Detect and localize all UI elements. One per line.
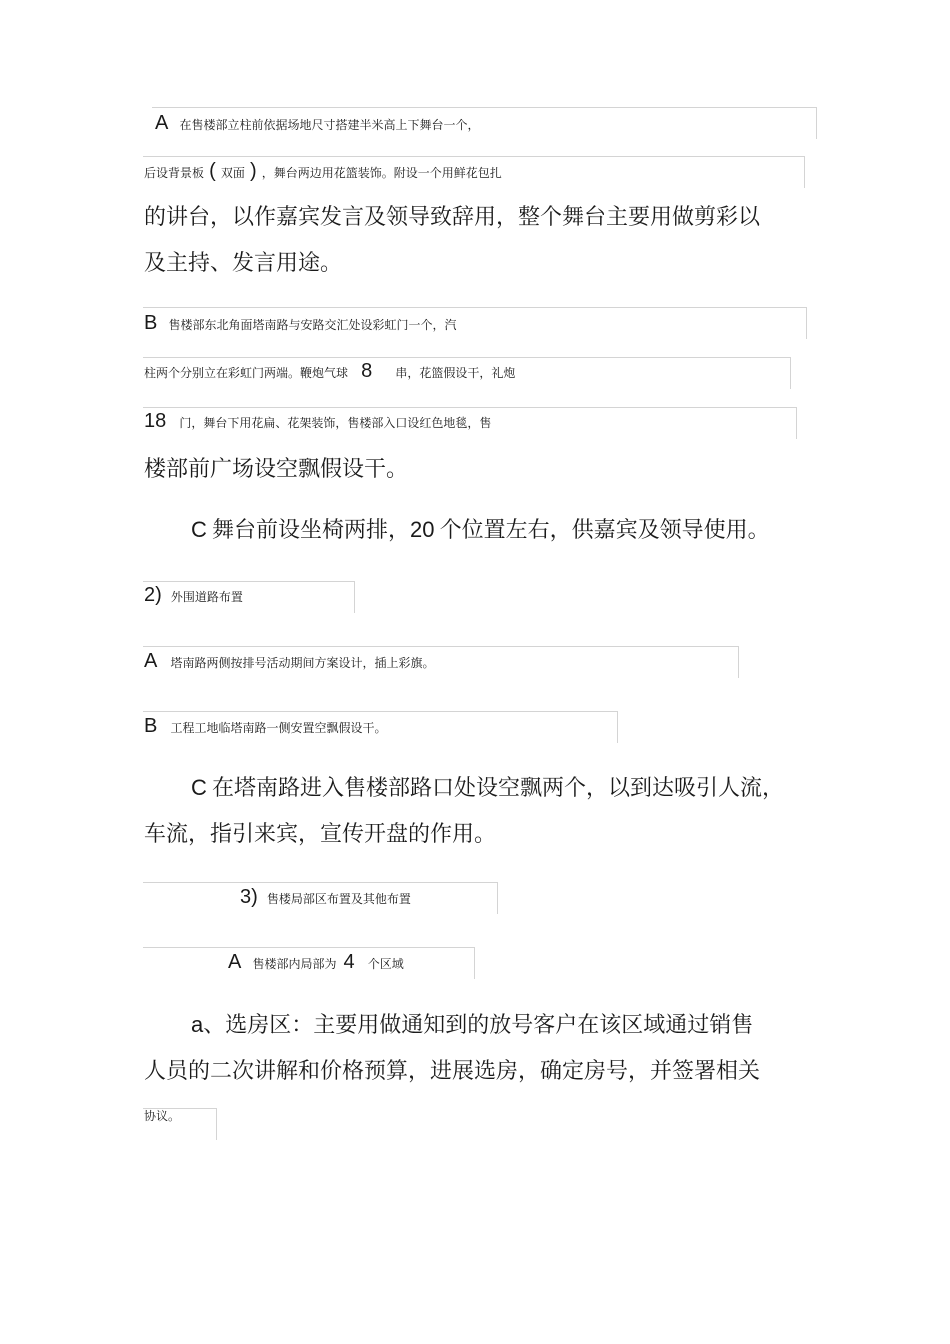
subitem-a-line-3: 协议。 [144, 1109, 181, 1123]
body-text: 个位置左右，供嘉宾及领导使用。 [439, 518, 770, 543]
body-text: 工程工地临塔南路一侧安置空飘假设干。 [170, 721, 387, 735]
heading-text: 外围道路布置 [170, 590, 243, 604]
body-text: 在塔南路进入售楼部路口处设空飘两个，以到达吸引人流， [211, 776, 784, 801]
subitem-a-line-2: 人员的二次讲解和价格预算，进展选房，确定房号，并签署相关 [144, 1059, 761, 1084]
section-2-heading [144, 584, 243, 607]
paren-close: ) [249, 160, 257, 182]
heading-text: 售楼局部区布置及其他布置 [266, 892, 411, 906]
body-text: 串，花篮假设干，礼炮 [395, 366, 516, 380]
number: 20 [410, 517, 435, 542]
heading-number: 3) [240, 886, 258, 908]
section-3-heading [240, 886, 411, 909]
item-marker: A [228, 951, 242, 973]
item-marker: C [191, 517, 207, 542]
body-text: 塔南路两侧按排号活动期间方案设计，插上彩旗。 [170, 656, 435, 670]
item-a-line-1 [155, 112, 479, 135]
body-text: 个区域 [367, 957, 404, 971]
item-marker: a [191, 1012, 204, 1037]
body-text: 售楼部内局部为 [252, 957, 337, 971]
body-text: 在售楼部立柱前依据场地尺寸搭建半米高上下舞台一个， [179, 118, 480, 132]
item-b-line-1 [144, 312, 456, 335]
item-b-line-2 [144, 360, 515, 383]
item-marker: C [191, 775, 207, 800]
body-text: 门，舞台下用花扁、花架装饰，售楼部入口设红色地毯，售 [179, 416, 492, 430]
section-2-item-b [144, 715, 386, 738]
body-text: 后设背景板 [144, 166, 205, 180]
body-text: 舞台前设坐椅两排， [211, 518, 410, 543]
body-text: 双面 [220, 166, 245, 180]
item-a-line-4: 及主持、发言用途。 [144, 251, 343, 276]
section-3-item-a [228, 951, 404, 974]
heading-number: 2) [144, 584, 162, 606]
item-a-line-3: 的讲台，以作嘉宾发言及领导致辞用，整个舞台主要用做剪彩以 [144, 205, 761, 230]
paren-open: ( [209, 160, 216, 182]
item-marker: A [144, 650, 158, 672]
section-2-item-c-line-1 [191, 771, 784, 802]
body-text: 柱两个分别立在彩虹门两端。鞭炮气球 [144, 366, 349, 380]
body-text: 售楼部东北角面塔南路与安路交汇处设彩虹门一个，汽 [168, 318, 457, 332]
section-2-item-a [144, 650, 434, 673]
item-c-line [191, 513, 770, 544]
number: 8 [361, 360, 373, 382]
number: 18 [144, 410, 167, 432]
number: 4 [343, 951, 355, 973]
item-marker: B [144, 715, 158, 737]
section-2-item-c-line-2: 车流，指引来宾，宣传开盘的作用。 [144, 822, 497, 847]
body-text: 、选房区：主要用做通知到的放号客户在该区域通过销售 [203, 1013, 754, 1038]
subitem-a-line-1 [191, 1008, 753, 1039]
item-a-line-2 [144, 160, 502, 183]
body-text: ，舞台两边用花篮装饰。附设一个用鲜花包扎 [261, 166, 502, 180]
item-marker: A [155, 112, 169, 134]
item-b-line-3 [144, 410, 491, 433]
item-b-line-4: 楼部前广场设空飘假设干。 [144, 457, 409, 482]
item-marker: B [144, 312, 158, 334]
